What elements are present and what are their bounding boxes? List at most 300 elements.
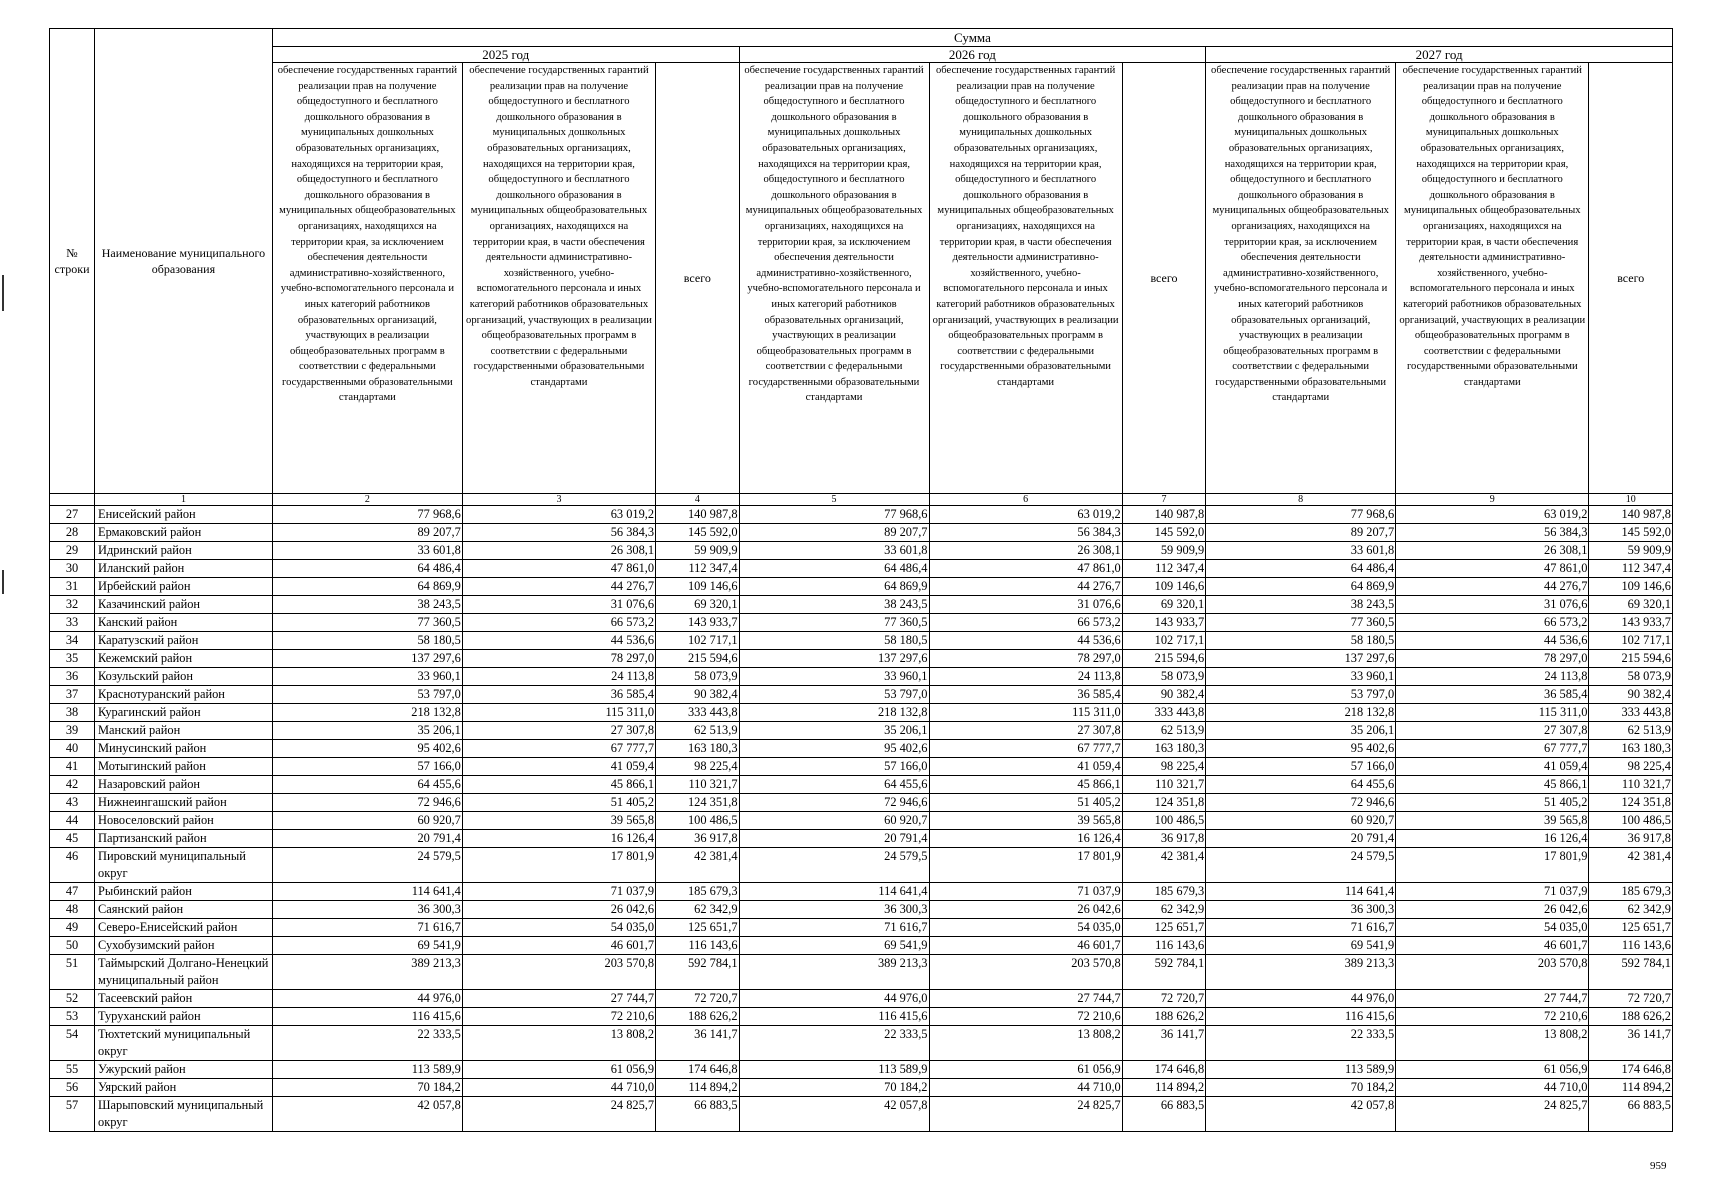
value-2025-b: 45 866,1 [462,776,655,794]
value-2025-b: 115 311,0 [462,704,655,722]
total-2026: 114 894,2 [1122,1079,1205,1097]
value-2027-a: 53 797,0 [1206,686,1396,704]
value-2027-a: 36 300,3 [1206,901,1396,919]
value-2025-a: 64 486,4 [272,560,462,578]
value-2027-b: 44 536,6 [1396,632,1589,650]
municipality-name: Козульский район [95,668,273,686]
total-2027: 145 592,0 [1589,524,1673,542]
total-2026: 59 909,9 [1122,542,1205,560]
value-2026-b: 203 570,8 [929,955,1122,990]
value-2026-a: 70 184,2 [739,1079,929,1097]
municipality-name: Новоселовский район [95,812,273,830]
row-number: 30 [50,560,95,578]
value-2027-a: 77 360,5 [1206,614,1396,632]
total-2027: 143 933,7 [1589,614,1673,632]
total-2025: 36 141,7 [656,1026,739,1061]
municipality-name: Тасеевский район [95,990,273,1008]
value-2026-a: 114 641,4 [739,883,929,901]
municipality-name: Идринский район [95,542,273,560]
municipality-name: Краснотуранский район [95,686,273,704]
value-2026-a: 20 791,4 [739,830,929,848]
value-2025-b: 67 777,7 [462,740,655,758]
municipality-name: Саянский район [95,901,273,919]
row-number: 51 [50,955,95,990]
table-row [50,704,1673,722]
value-2025-a: 218 132,8 [272,704,462,722]
table-row [50,955,1673,990]
row-number: 42 [50,776,95,794]
value-2025-a: 389 213,3 [272,955,462,990]
row-number: 29 [50,542,95,560]
value-2025-b: 44 276,7 [462,578,655,596]
table-row [50,506,1673,524]
value-2027-b: 203 570,8 [1396,955,1589,990]
value-2027-b: 44 710,0 [1396,1079,1589,1097]
value-2026-a: 53 797,0 [739,686,929,704]
value-2026-a: 72 946,6 [739,794,929,812]
value-2026-b: 47 861,0 [929,560,1122,578]
total-2026: 90 382,4 [1122,686,1205,704]
total-2027: 114 894,2 [1589,1079,1673,1097]
budget-table [49,28,1673,1132]
total-2025: 188 626,2 [656,1008,739,1026]
value-2026-a: 24 579,5 [739,848,929,883]
total-2025: 59 909,9 [656,542,739,560]
value-2026-b: 63 019,2 [929,506,1122,524]
total-2027: 592 784,1 [1589,955,1673,990]
value-2025-b: 26 308,1 [462,542,655,560]
row-number: 28 [50,524,95,542]
row-number: 50 [50,937,95,955]
table-row [50,830,1673,848]
value-2027-a: 69 541,9 [1206,937,1396,955]
value-2026-b: 45 866,1 [929,776,1122,794]
col-desc-b-2025: обеспечение государственных гарантий реализации прав на получение общедоступного и бесплатного дошкольного образования в муниципальных дошкольных образовательных организациях, находящихся на территории края, общедоступного и бесплатного дошкольного образования в муниципальных общеобразовательных организациях, находящихся на территории края, в части обеспечения деятельности административно-хозяйственного, учебно-вспомогательного персонала и иных категорий работников образовательных организаций, участвующих в реализации общеобразовательных программ в соответствии с федеральными государственными образовательными стандартами [462,63,655,494]
total-2025: 140 987,8 [656,506,739,524]
municipality-name: Иланский район [95,560,273,578]
value-2027-a: 58 180,5 [1206,632,1396,650]
table-row [50,596,1673,614]
total-2027: 36 917,8 [1589,830,1673,848]
value-2026-a: 60 920,7 [739,812,929,830]
value-2025-a: 33 960,1 [272,668,462,686]
value-2025-b: 54 035,0 [462,919,655,937]
row-number: 31 [50,578,95,596]
table-row [50,1061,1673,1079]
total-2027: 174 646,8 [1589,1061,1673,1079]
total-2025: 62 513,9 [656,722,739,740]
value-2025-a: 24 579,5 [272,848,462,883]
total-2025: 69 320,1 [656,596,739,614]
value-2025-b: 51 405,2 [462,794,655,812]
total-2027: 69 320,1 [1589,596,1673,614]
municipality-name: Мотыгинский район [95,758,273,776]
value-2026-b: 54 035,0 [929,919,1122,937]
value-2027-a: 64 455,6 [1206,776,1396,794]
year-2027-header: 2027 год [1206,47,1673,63]
value-2027-b: 27 307,8 [1396,722,1589,740]
col-number: 9 [1396,494,1589,506]
municipality-name: Казачинский район [95,596,273,614]
table-row [50,524,1673,542]
value-2027-b: 46 601,7 [1396,937,1589,955]
value-2026-b: 72 210,6 [929,1008,1122,1026]
value-2025-b: 36 585,4 [462,686,655,704]
value-2026-a: 389 213,3 [739,955,929,990]
table-row [50,901,1673,919]
value-2025-a: 58 180,5 [272,632,462,650]
value-2026-b: 16 126,4 [929,830,1122,848]
total-2026: 333 443,8 [1122,704,1205,722]
value-2026-a: 58 180,5 [739,632,929,650]
value-2025-b: 72 210,6 [462,1008,655,1026]
value-2026-b: 17 801,9 [929,848,1122,883]
year-2026-header: 2026 год [739,47,1206,63]
value-2027-a: 77 968,6 [1206,506,1396,524]
value-2027-b: 45 866,1 [1396,776,1589,794]
value-2025-b: 44 710,0 [462,1079,655,1097]
value-2026-a: 137 297,6 [739,650,929,668]
row-number: 56 [50,1079,95,1097]
value-2026-a: 113 589,9 [739,1061,929,1079]
column-number-row [50,494,1673,506]
value-2026-b: 56 384,3 [929,524,1122,542]
value-2027-a: 95 402,6 [1206,740,1396,758]
total-2026: 592 784,1 [1122,955,1205,990]
sum-header: Сумма [272,29,1672,47]
value-2026-a: 77 360,5 [739,614,929,632]
table-row [50,794,1673,812]
total-2025: 145 592,0 [656,524,739,542]
value-2025-b: 47 861,0 [462,560,655,578]
value-2025-b: 66 573,2 [462,614,655,632]
total-2026: 140 987,8 [1122,506,1205,524]
row-number: 41 [50,758,95,776]
total-2026: 66 883,5 [1122,1097,1205,1132]
total-2026: 98 225,4 [1122,758,1205,776]
municipality-name: Минусинский район [95,740,273,758]
municipality-name: Манский район [95,722,273,740]
value-2026-a: 38 243,5 [739,596,929,614]
value-2026-a: 44 976,0 [739,990,929,1008]
value-2025-a: 113 589,9 [272,1061,462,1079]
total-2027: 62 513,9 [1589,722,1673,740]
table-row [50,937,1673,955]
value-2026-b: 26 042,6 [929,901,1122,919]
total-2025: 58 073,9 [656,668,739,686]
municipality-name: Тюхтетский муниципальный округ [95,1026,273,1061]
value-2026-a: 33 960,1 [739,668,929,686]
value-2025-a: 70 184,2 [272,1079,462,1097]
total-2025: 90 382,4 [656,686,739,704]
row-number: 34 [50,632,95,650]
value-2025-b: 24 113,8 [462,668,655,686]
table-row [50,722,1673,740]
value-2027-a: 72 946,6 [1206,794,1396,812]
value-2027-a: 33 960,1 [1206,668,1396,686]
total-2025: 72 720,7 [656,990,739,1008]
value-2026-b: 31 076,6 [929,596,1122,614]
total-2025: 62 342,9 [656,901,739,919]
total-2027: 124 351,8 [1589,794,1673,812]
value-2027-b: 41 059,4 [1396,758,1589,776]
value-2027-b: 17 801,9 [1396,848,1589,883]
total-2026: 69 320,1 [1122,596,1205,614]
value-2027-a: 114 641,4 [1206,883,1396,901]
value-2026-b: 27 744,7 [929,990,1122,1008]
row-number: 46 [50,848,95,883]
row-number: 44 [50,812,95,830]
value-2025-b: 26 042,6 [462,901,655,919]
table-row [50,812,1673,830]
value-2027-a: 20 791,4 [1206,830,1396,848]
total-2026: 125 651,7 [1122,919,1205,937]
total-2026: 185 679,3 [1122,883,1205,901]
municipality-name: Назаровский район [95,776,273,794]
municipality-name: Каратузский район [95,632,273,650]
value-2026-a: 89 207,7 [739,524,929,542]
value-2027-b: 24 825,7 [1396,1097,1589,1132]
value-2025-b: 63 019,2 [462,506,655,524]
value-2027-b: 47 861,0 [1396,560,1589,578]
row-number: 37 [50,686,95,704]
total-2027: 163 180,3 [1589,740,1673,758]
total-2025: 42 381,4 [656,848,739,883]
total-2027: 185 679,3 [1589,883,1673,901]
value-2026-b: 66 573,2 [929,614,1122,632]
value-2026-b: 39 565,8 [929,812,1122,830]
value-2025-b: 44 536,6 [462,632,655,650]
table-row [50,1026,1673,1061]
value-2027-b: 51 405,2 [1396,794,1589,812]
value-2026-b: 115 311,0 [929,704,1122,722]
total-2027: 100 486,5 [1589,812,1673,830]
total-2026: 112 347,4 [1122,560,1205,578]
total-2025: 215 594,6 [656,650,739,668]
table-row [50,650,1673,668]
total-2025: 124 351,8 [656,794,739,812]
value-2025-b: 24 825,7 [462,1097,655,1132]
table-row [50,614,1673,632]
value-2026-b: 71 037,9 [929,883,1122,901]
row-number: 43 [50,794,95,812]
total-2027: 59 909,9 [1589,542,1673,560]
table-row [50,883,1673,901]
value-2027-a: 38 243,5 [1206,596,1396,614]
value-2025-a: 57 166,0 [272,758,462,776]
value-2027-a: 24 579,5 [1206,848,1396,883]
total-2026: 36 917,8 [1122,830,1205,848]
value-2027-b: 44 276,7 [1396,578,1589,596]
table-row [50,1008,1673,1026]
municipality-name: Канский район [95,614,273,632]
col-desc-a-2025: обеспечение государственных гарантий реализации прав на получение общедоступного и бесплатного дошкольного образования в муниципальных дошкольных образовательных организациях, находящихся на территории края, общедоступного и бесплатного дошкольного образования в муниципальных общеобразовательных организациях, находящихся на территории края, за исключением обеспечения деятельности административно-хозяйственного, учебно-вспомогательного персонала и иных категорий работников образовательных организаций, участвующих в реализации общеобразовательных программ в соответствии с федеральными государственными образовательными стандартами [272,63,462,494]
value-2025-a: 72 946,6 [272,794,462,812]
value-2025-a: 69 541,9 [272,937,462,955]
municipality-name: Кежемский район [95,650,273,668]
row-number: 54 [50,1026,95,1061]
value-2025-b: 71 037,9 [462,883,655,901]
value-2025-a: 33 601,8 [272,542,462,560]
row-number: 52 [50,990,95,1008]
total-2026: 109 146,6 [1122,578,1205,596]
value-2027-b: 115 311,0 [1396,704,1589,722]
table-row [50,1079,1673,1097]
total-2027: 109 146,6 [1589,578,1673,596]
value-2026-b: 36 585,4 [929,686,1122,704]
total-2027: 42 381,4 [1589,848,1673,883]
total-2025: 98 225,4 [656,758,739,776]
value-2026-a: 42 057,8 [739,1097,929,1132]
col-number [50,494,95,506]
table-row [50,542,1673,560]
value-2026-a: 77 968,6 [739,506,929,524]
value-2025-a: 64 455,6 [272,776,462,794]
value-2027-b: 56 384,3 [1396,524,1589,542]
value-2025-b: 56 384,3 [462,524,655,542]
total-2026: 62 342,9 [1122,901,1205,919]
row-number: 36 [50,668,95,686]
table-row [50,560,1673,578]
municipality-name: Шарыповский муниципальный округ [95,1097,273,1132]
value-2027-a: 33 601,8 [1206,542,1396,560]
value-2027-a: 389 213,3 [1206,955,1396,990]
value-2027-a: 137 297,6 [1206,650,1396,668]
total-2026: 36 141,7 [1122,1026,1205,1061]
col-number: 5 [739,494,929,506]
row-number: 38 [50,704,95,722]
value-2026-a: 57 166,0 [739,758,929,776]
page-number: 959 [1650,1160,1667,1172]
value-2027-a: 116 415,6 [1206,1008,1396,1026]
total-2025: 185 679,3 [656,883,739,901]
col-number: 6 [929,494,1122,506]
binder-mark-upper [2,275,4,311]
col-desc-a-2027: обеспечение государственных гарантий реализации прав на получение общедоступного и бесплатного дошкольного образования в муниципальных дошкольных образовательных организациях, находящихся на территории края, общедоступного и бесплатного дошкольного образования в муниципальных общеобразовательных организациях, находящихся на территории края, за исключением обеспечения деятельности административно-хозяйственного, учебно-вспомогательного персонала и иных категорий работников образовательных организаций, участвующих в реализации общеобразовательных программ в соответствии с федеральными государственными образовательными стандартами [1206,63,1396,494]
total-2025: 163 180,3 [656,740,739,758]
value-2026-a: 116 415,6 [739,1008,929,1026]
value-2025-a: 53 797,0 [272,686,462,704]
total-2026: 58 073,9 [1122,668,1205,686]
municipality-name: Северо-Енисейский район [95,919,273,937]
total-2026: 62 513,9 [1122,722,1205,740]
row-number: 47 [50,883,95,901]
value-2027-a: 57 166,0 [1206,758,1396,776]
value-2027-a: 44 976,0 [1206,990,1396,1008]
row-number: 49 [50,919,95,937]
municipality-name: Рыбинский район [95,883,273,901]
col-total-2027: всего [1589,63,1673,494]
value-2027-b: 71 037,9 [1396,883,1589,901]
total-2026: 124 351,8 [1122,794,1205,812]
table-row [50,990,1673,1008]
row-number: 53 [50,1008,95,1026]
total-2025: 592 784,1 [656,955,739,990]
value-2027-a: 64 486,4 [1206,560,1396,578]
municipality-name: Сухобузимский район [95,937,273,955]
total-2026: 42 381,4 [1122,848,1205,883]
row-number: 57 [50,1097,95,1132]
value-2027-b: 66 573,2 [1396,614,1589,632]
total-2027: 110 321,7 [1589,776,1673,794]
total-2027: 90 382,4 [1589,686,1673,704]
value-2027-b: 16 126,4 [1396,830,1589,848]
value-2025-a: 20 791,4 [272,830,462,848]
municipality-name: Енисейский район [95,506,273,524]
municipality-name: Туруханский район [95,1008,273,1026]
value-2027-b: 13 808,2 [1396,1026,1589,1061]
value-2026-a: 64 455,6 [739,776,929,794]
table-row [50,1097,1673,1132]
value-2026-a: 69 541,9 [739,937,929,955]
total-2027: 112 347,4 [1589,560,1673,578]
total-2025: 36 917,8 [656,830,739,848]
total-2025: 116 143,6 [656,937,739,955]
value-2027-a: 113 589,9 [1206,1061,1396,1079]
value-2025-a: 38 243,5 [272,596,462,614]
value-2027-b: 54 035,0 [1396,919,1589,937]
table-row [50,919,1673,937]
value-2026-b: 13 808,2 [929,1026,1122,1061]
col-number: 4 [656,494,739,506]
municipality-name: Партизанский район [95,830,273,848]
row-number: 45 [50,830,95,848]
value-2026-b: 51 405,2 [929,794,1122,812]
col-number: 1 [95,494,273,506]
row-number: 33 [50,614,95,632]
value-2026-b: 46 601,7 [929,937,1122,955]
value-2026-a: 95 402,6 [739,740,929,758]
col-number: 10 [1589,494,1673,506]
total-2026: 215 594,6 [1122,650,1205,668]
value-2025-b: 203 570,8 [462,955,655,990]
table-row [50,578,1673,596]
value-2025-b: 17 801,9 [462,848,655,883]
value-2025-a: 22 333,5 [272,1026,462,1061]
col-number: 8 [1206,494,1396,506]
total-2027: 36 141,7 [1589,1026,1673,1061]
value-2027-b: 27 744,7 [1396,990,1589,1008]
row-number: 32 [50,596,95,614]
value-2025-b: 41 059,4 [462,758,655,776]
total-2026: 143 933,7 [1122,614,1205,632]
total-2025: 110 321,7 [656,776,739,794]
value-2027-a: 35 206,1 [1206,722,1396,740]
value-2027-b: 72 210,6 [1396,1008,1589,1026]
row-number: 55 [50,1061,95,1079]
col-total-2025: всего [656,63,739,494]
value-2026-b: 44 536,6 [929,632,1122,650]
total-2025: 102 717,1 [656,632,739,650]
row-number-header: № строки [50,29,95,494]
total-2026: 188 626,2 [1122,1008,1205,1026]
value-2025-b: 61 056,9 [462,1061,655,1079]
total-2026: 100 486,5 [1122,812,1205,830]
total-2027: 66 883,5 [1589,1097,1673,1132]
municipality-name: Нижнеингашский район [95,794,273,812]
row-number: 48 [50,901,95,919]
value-2026-a: 22 333,5 [739,1026,929,1061]
value-2027-b: 63 019,2 [1396,506,1589,524]
total-2025: 66 883,5 [656,1097,739,1132]
value-2027-a: 70 184,2 [1206,1079,1396,1097]
value-2025-b: 27 307,8 [462,722,655,740]
value-2027-a: 22 333,5 [1206,1026,1396,1061]
value-2025-a: 36 300,3 [272,901,462,919]
total-2025: 143 933,7 [656,614,739,632]
value-2025-b: 27 744,7 [462,990,655,1008]
municipality-name: Пировский муниципальный округ [95,848,273,883]
